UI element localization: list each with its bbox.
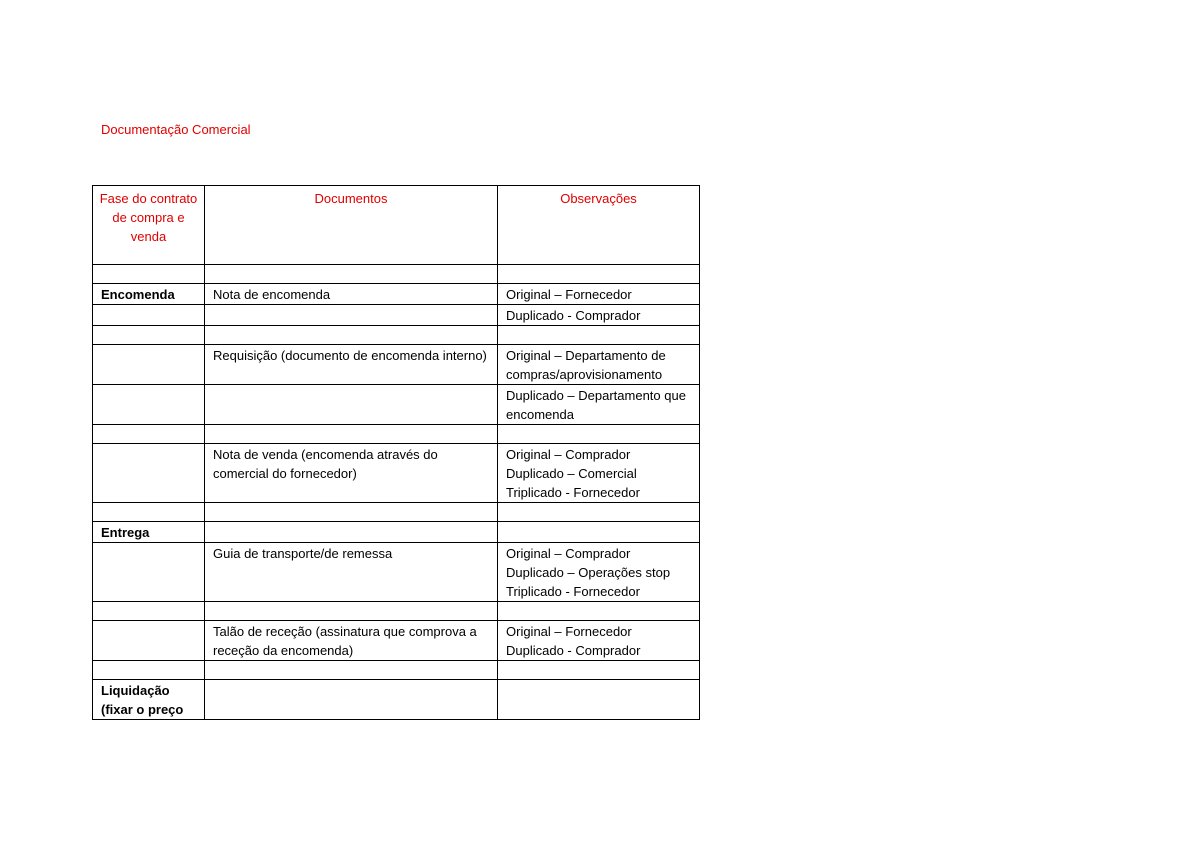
table-row [93, 385, 700, 425]
document-name: Nota de venda (encomenda através do comercial do fornecedor) [213, 447, 438, 481]
table-row [93, 326, 700, 345]
table-row [93, 543, 700, 602]
header-observations: Observações [498, 186, 700, 265]
header-phase: Fase do contrato de compra e venda [93, 186, 205, 265]
phase-cell [93, 503, 205, 522]
observations-cell [498, 284, 700, 305]
observation-line: Duplicado – Operações stop [506, 565, 671, 580]
phase-cell [93, 345, 205, 385]
observation-line: Triplicado - Fornecedor [506, 584, 640, 599]
document-cell [205, 265, 498, 284]
observations-cell [498, 326, 700, 345]
phase-cell [93, 385, 205, 425]
phase-cell [93, 661, 205, 680]
document-cell [205, 326, 498, 345]
observation-line: Duplicado – Departamento que encomenda [506, 388, 686, 422]
observation-line: Triplicado - Fornecedor [506, 485, 640, 500]
table-row [93, 305, 700, 326]
document-cell [205, 425, 498, 444]
observations-cell [498, 305, 700, 326]
document-name: Nota de encomenda [213, 287, 331, 302]
table-row [93, 621, 700, 661]
document-cell [205, 503, 498, 522]
phase-cell [93, 621, 205, 661]
observations-cell [498, 522, 700, 543]
phase-cell [93, 602, 205, 621]
document-cell [205, 602, 498, 621]
observations-cell [498, 345, 700, 385]
table-row [93, 284, 700, 305]
phase-cell: Encomenda [93, 284, 205, 305]
document-cell [205, 543, 498, 602]
observation-line: Original – Fornecedor [506, 624, 632, 639]
table-body [93, 265, 700, 720]
phase-cell [93, 543, 205, 602]
document-cell [205, 444, 498, 503]
phase-cell [93, 326, 205, 345]
document-cell [205, 522, 498, 543]
observations-cell [498, 543, 700, 602]
phase-cell [93, 265, 205, 284]
observation-line: Original – Departamento de compras/aprovisionamento [506, 348, 666, 382]
table-row [93, 503, 700, 522]
observations-cell [498, 680, 700, 720]
document-cell [205, 345, 498, 385]
documents-table [92, 185, 700, 720]
observations-cell [498, 503, 700, 522]
phase-cell [93, 305, 205, 326]
observations-cell [498, 621, 700, 661]
observation-line: Original – Fornecedor [506, 287, 632, 302]
table-header-row [93, 186, 700, 265]
observations-cell [498, 602, 700, 621]
table-row [93, 680, 700, 720]
document-cell [205, 621, 498, 661]
phase-cell: Liquidação (fixar o preço [93, 680, 205, 720]
table-row [93, 265, 700, 284]
document-name: Talão de receção (assinatura que comprova a receção da encomenda) [213, 624, 477, 658]
observations-cell [498, 385, 700, 425]
phase-cell [93, 425, 205, 444]
table-row [93, 425, 700, 444]
phase-cell: Entrega [93, 522, 205, 543]
document-title: Documentação Comercial [101, 122, 251, 137]
document-cell [205, 661, 498, 680]
observation-line: Original – Comprador [506, 546, 631, 561]
observations-cell [498, 444, 700, 503]
document-cell [205, 680, 498, 720]
observations-cell [498, 425, 700, 444]
observations-cell [498, 265, 700, 284]
document-cell [205, 385, 498, 425]
table-row [93, 345, 700, 385]
table-row [93, 522, 700, 543]
document-cell [205, 284, 498, 305]
observation-line: Duplicado – Comercial [506, 466, 637, 481]
table-row [93, 661, 700, 680]
table-row [93, 602, 700, 621]
document-cell [205, 305, 498, 326]
observation-line: Duplicado - Comprador [506, 308, 641, 323]
document-name: Requisição (documento de encomenda interno) [213, 348, 487, 363]
header-documents: Documentos [205, 186, 498, 265]
observation-line: Original – Comprador [506, 447, 631, 462]
phase-cell [93, 444, 205, 503]
observations-cell [498, 661, 700, 680]
document-name: Guia de transporte/de remessa [213, 546, 393, 561]
observation-line: Duplicado - Comprador [506, 643, 641, 658]
table-row [93, 444, 700, 503]
